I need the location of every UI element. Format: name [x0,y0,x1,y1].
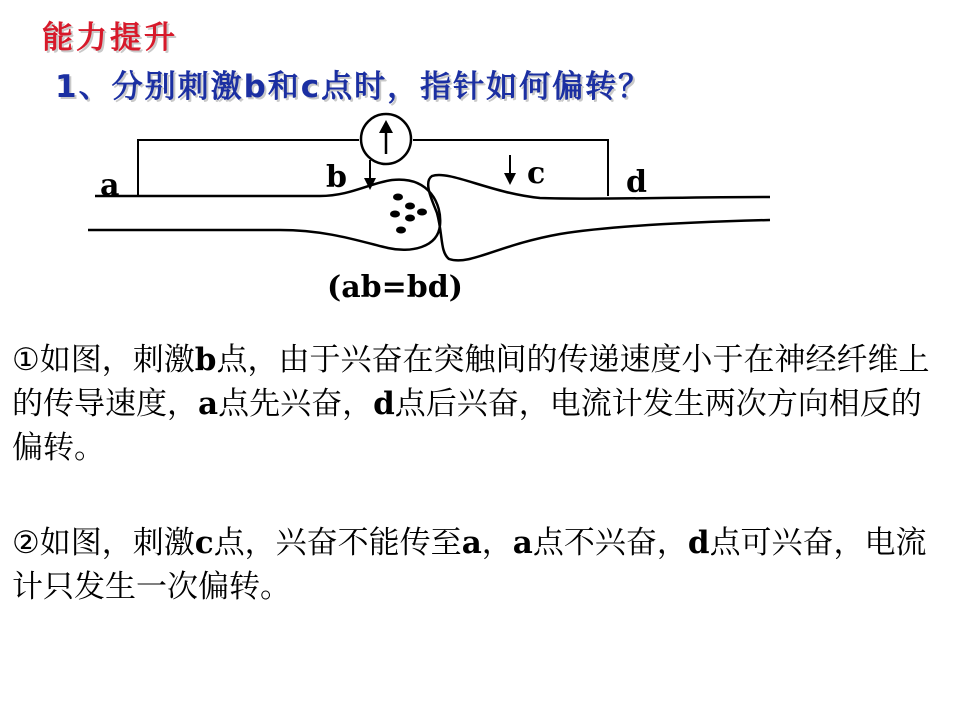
stimulus-arrow-c [504,155,516,185]
point-reference: d [687,525,710,561]
presynaptic-axon [88,180,440,250]
answer-segment: 如图，刺激 [39,342,195,378]
point-label-b: b [326,160,347,195]
answer-paragraph-2 [12,521,942,609]
point-label-d: d [626,165,647,200]
section-heading: 能力提升 [42,20,178,56]
answer-text [12,342,929,466]
point-label-c: c [527,156,546,191]
point-reference: a [512,525,533,561]
answer-segment: 点，由于兴奋在突触间的传递速度小于在神经纤维上的传导速度， [12,342,930,422]
answer-segment: ， [481,525,513,561]
answer-segment: 如图，刺激 [39,525,195,561]
answer-text [12,525,927,605]
point-label-a: a [100,168,120,203]
answer-segment: 点后兴奋，电流计发生两次方向相反的偏转。 [12,386,922,466]
point-reference: a [461,525,482,561]
diagram-caption: (ab=bd) [327,270,463,305]
answer-marker: ② [12,525,40,561]
point-reference: b [194,342,217,378]
answer-paragraph-1 [12,338,942,470]
postsynaptic-neuron [428,175,770,260]
synaptic-vesicles [390,194,427,234]
synapse-diagram [0,0,960,320]
answer-marker: ① [12,342,40,378]
answer-segment: 点先兴奋， [218,386,374,422]
question-text: 1、分别刺激b和c点时，指针如何偏转？ [55,69,652,105]
point-reference: c [194,525,214,561]
answer-segment: 点可兴奋，电流计只发生一次偏转。 [12,525,927,605]
point-reference: d [373,386,395,422]
answer-segment: 点，兴奋不能传至 [213,525,462,561]
point-reference: a [198,386,219,422]
answer-segment: 点不兴奋， [532,525,688,561]
galvanometer-icon [361,114,411,164]
